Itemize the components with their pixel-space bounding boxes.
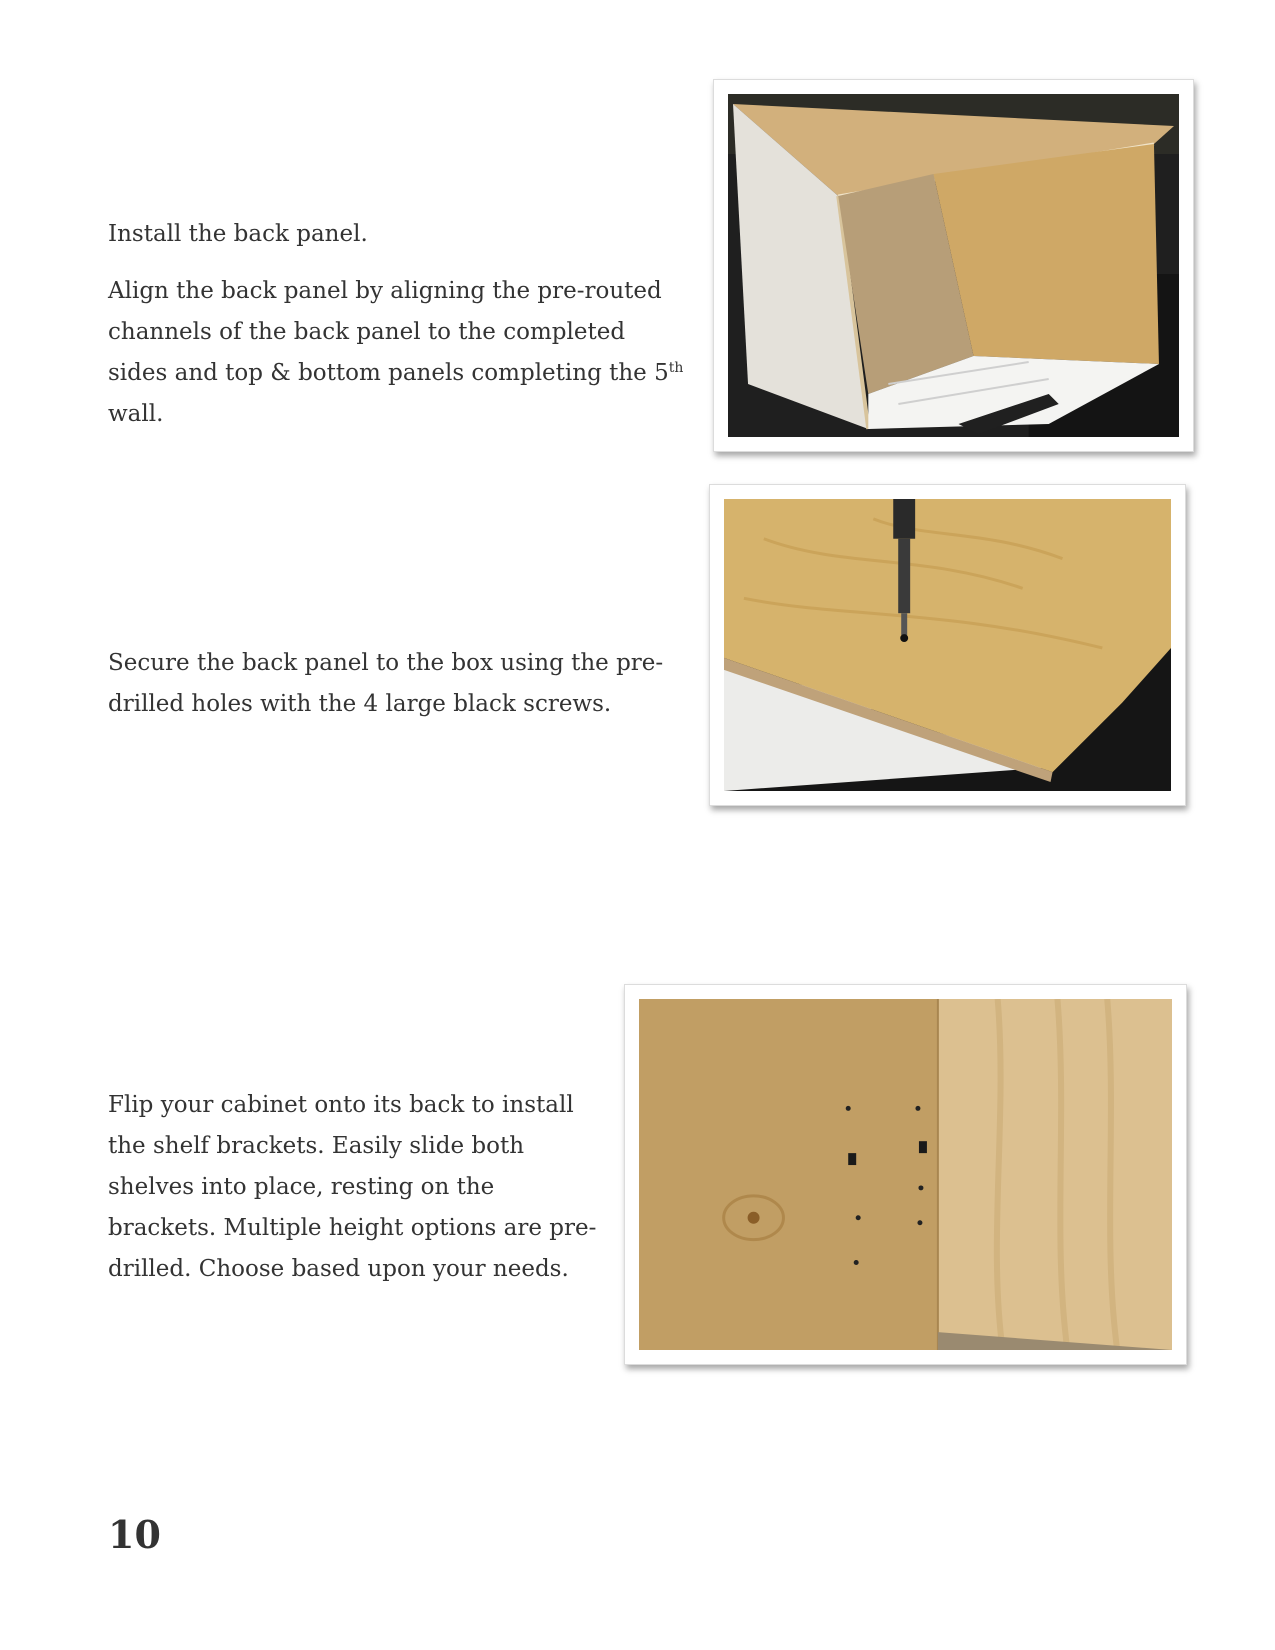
step-secure-back-panel [108,643,668,725]
drill-image [724,499,1171,791]
page-number: 10 [108,1512,161,1557]
ordinal-suffix: th [668,360,684,376]
cabinet-box-image [728,94,1179,437]
step-instructions: Secure the back panel to the box using the pre-drilled holes with the 4 large black screws. [108,650,664,717]
step-install-back-panel [108,214,688,435]
step-instructions [108,271,688,435]
photo-cabinet-interior-brackets [624,984,1187,1365]
step-install-shelf-brackets [108,1085,608,1290]
step-instructions-end: wall. [108,401,164,427]
photo-drill-screwing-back-panel [709,484,1186,806]
photo-cabinet-box-assembled [713,79,1194,452]
step-instructions: Flip your cabinet onto its back to install the shelf brackets. Easily slide both shelves into place, resting on the brackets. Multiple height options are pre-drilled. Choose based upon your needs. [108,1092,597,1282]
step-instructions-text: Align the back panel by aligning the pre-routed channels of the back panel to the completed sides and top & bottom panels completing the 5 [108,278,669,386]
step-title: Install the back panel. [108,221,368,247]
interior-image [639,999,1172,1350]
